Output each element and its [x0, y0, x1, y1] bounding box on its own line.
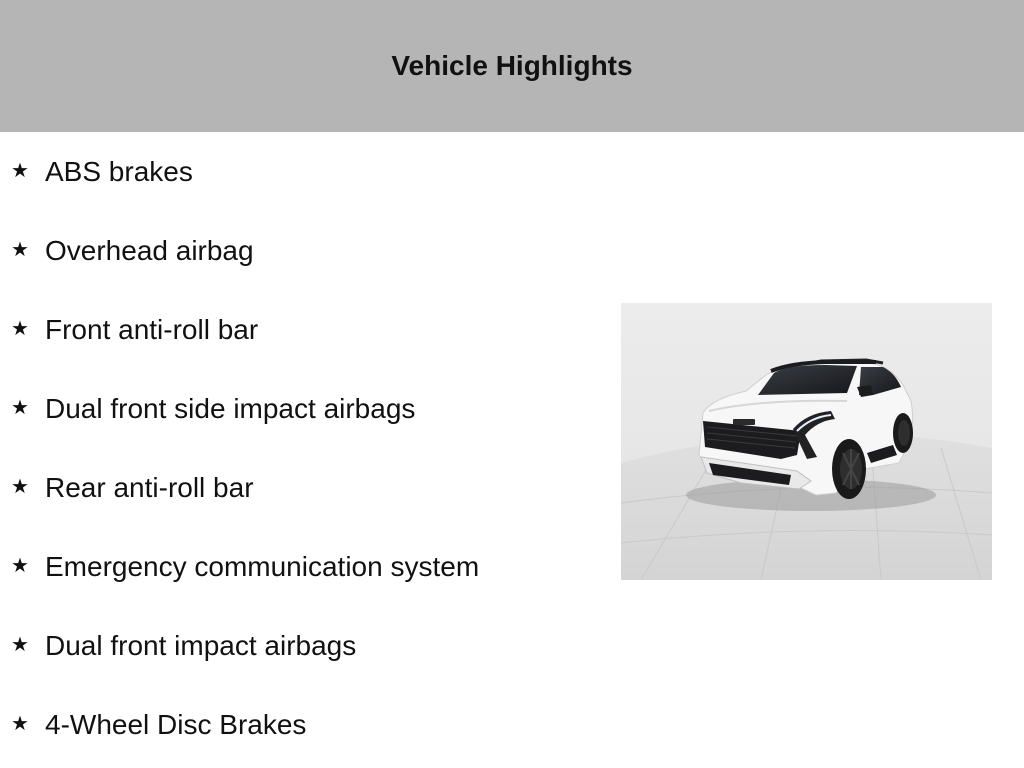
star-icon: ★	[11, 713, 29, 735]
feature-label: Dual front side impact airbags	[45, 393, 416, 424]
feature-label: Emergency communication system	[45, 551, 480, 582]
page-header	[0, 0, 1024, 132]
feature-label: Rear anti-roll bar	[45, 472, 254, 503]
star-icon: ★	[11, 239, 29, 261]
feature-label: Front anti-roll bar	[45, 314, 259, 345]
feature-label: ABS brakes	[45, 156, 193, 187]
vehicle-illustration	[621, 303, 992, 580]
star-icon: ★	[11, 476, 29, 498]
feature-label: Dual front impact airbags	[45, 630, 357, 661]
page-title: Vehicle Highlights	[391, 50, 633, 81]
star-icon: ★	[11, 318, 29, 340]
star-icon: ★	[11, 634, 29, 656]
feature-label: Overhead airbag	[45, 235, 254, 266]
star-icon: ★	[11, 555, 29, 577]
star-icon: ★	[11, 397, 29, 419]
star-icon: ★	[11, 160, 29, 182]
feature-label: 4-Wheel Disc Brakes	[45, 709, 307, 740]
vehicle-photo	[621, 303, 992, 580]
